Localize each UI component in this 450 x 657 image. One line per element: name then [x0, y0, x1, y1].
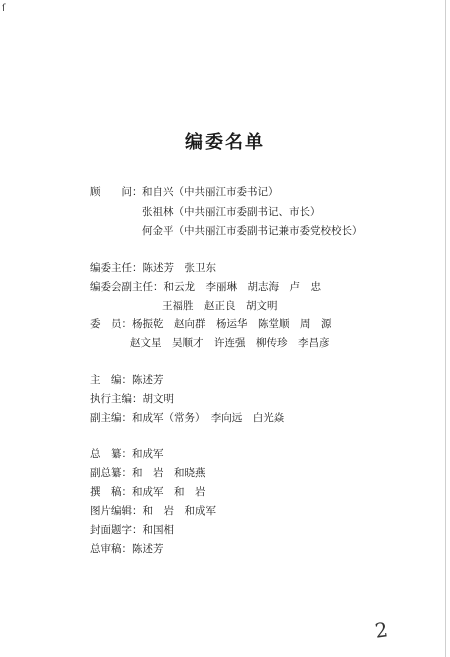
committee-members-cont: 赵文星 吴顺才 许连强 柳传珍 李昌彦	[130, 337, 330, 349]
chief-planner: 总 纂：和成军	[90, 448, 164, 460]
scan-edge	[445, 0, 446, 657]
committee-vice-directors: 编委会副主任：和云龙 李丽琳 胡志海 卢 忠	[90, 281, 321, 293]
cover-calligraphy: 封面题字：和国相	[90, 524, 174, 536]
final-review: 总审稿：陈述芳	[90, 543, 164, 555]
writers: 撰 稿：和成军 和 岩	[90, 486, 206, 498]
handwritten-page-number: 2	[373, 617, 390, 643]
committee-members: 委 员：杨振乾 赵向群 杨运华 陈堂顺 周 源	[90, 318, 332, 330]
chief-editor: 主 编：陈述芳	[90, 374, 164, 386]
advisor-item: 张祖林（中共丽江市委副书记、市长）	[142, 206, 321, 218]
deputy-editors: 副主编：和成军（常务） 李向远 白光焱	[90, 412, 285, 424]
advisor-item: 和自兴（中共丽江市委书记）	[142, 186, 279, 198]
committee-vice-directors-cont: 王福胜 赵正良 胡文明	[162, 300, 278, 312]
advisors-label: 顾 问：	[90, 186, 143, 198]
deputy-planner: 副总纂：和 岩 和晓燕	[90, 467, 206, 479]
committee-director: 编委主任：陈述芳 张卫东	[90, 262, 216, 274]
photo-editors: 图片编辑：和 岩 和成军	[90, 505, 216, 517]
corner-mark: ſ	[2, 3, 6, 14]
page-title: 编委名单	[185, 132, 265, 153]
executive-editor: 执行主编：胡文明	[90, 393, 174, 405]
advisor-item: 何金平（中共丽江市委副书记兼市委党校校长）	[142, 225, 363, 237]
